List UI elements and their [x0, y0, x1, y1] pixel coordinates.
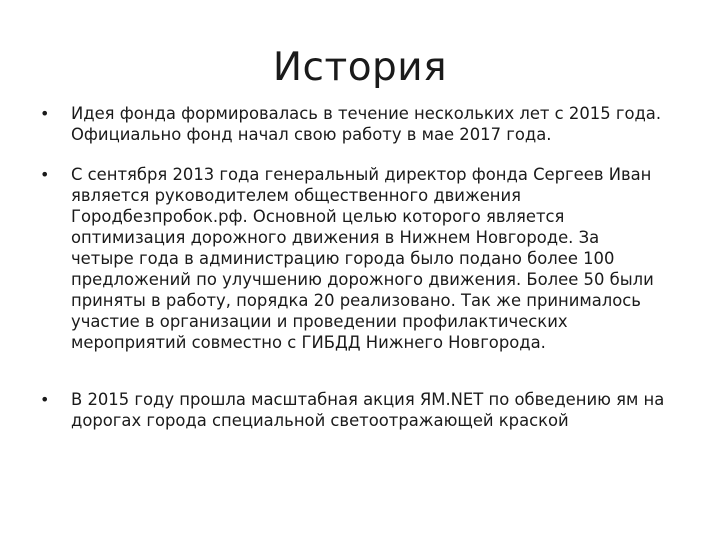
bullet-text: В 2015 году прошла масштабная акция ЯМ.NET по обведению ям на дорогах города специальной светоотражающей краской — [71, 390, 665, 430]
bullet-list — [40, 103, 665, 431]
bullet-item — [40, 103, 665, 145]
bullet-dot-icon: • — [40, 390, 50, 409]
bullet-dot-icon: • — [40, 104, 50, 123]
bullet-dot-icon: • — [40, 165, 50, 184]
bullet-item — [40, 389, 665, 431]
slide-title: История — [272, 45, 448, 90]
bullet-item — [40, 164, 665, 353]
bullet-text: Идея фонда формировалась в течение нескольких лет с 2015 года. Официально фонд начал свою работу в мае 2017 года. — [71, 104, 662, 144]
bullet-text: С сентября 2013 года генеральный директор фонда Сергеев Иван является руководителем общественного движения Городбезпробок.рф. Основной целью которого является оптимизация дорожного движения в Нижнем Новгороде. За четыре года в администрацию города было подано более 100 предложений по улучшению дорожного движения. Более 50 были приняты в работу, порядка 20 реализовано. Так же принималось участие в организации и проведении профилактических мероприятий совместно с ГИБДД Нижнего Новгорода. — [71, 165, 654, 352]
